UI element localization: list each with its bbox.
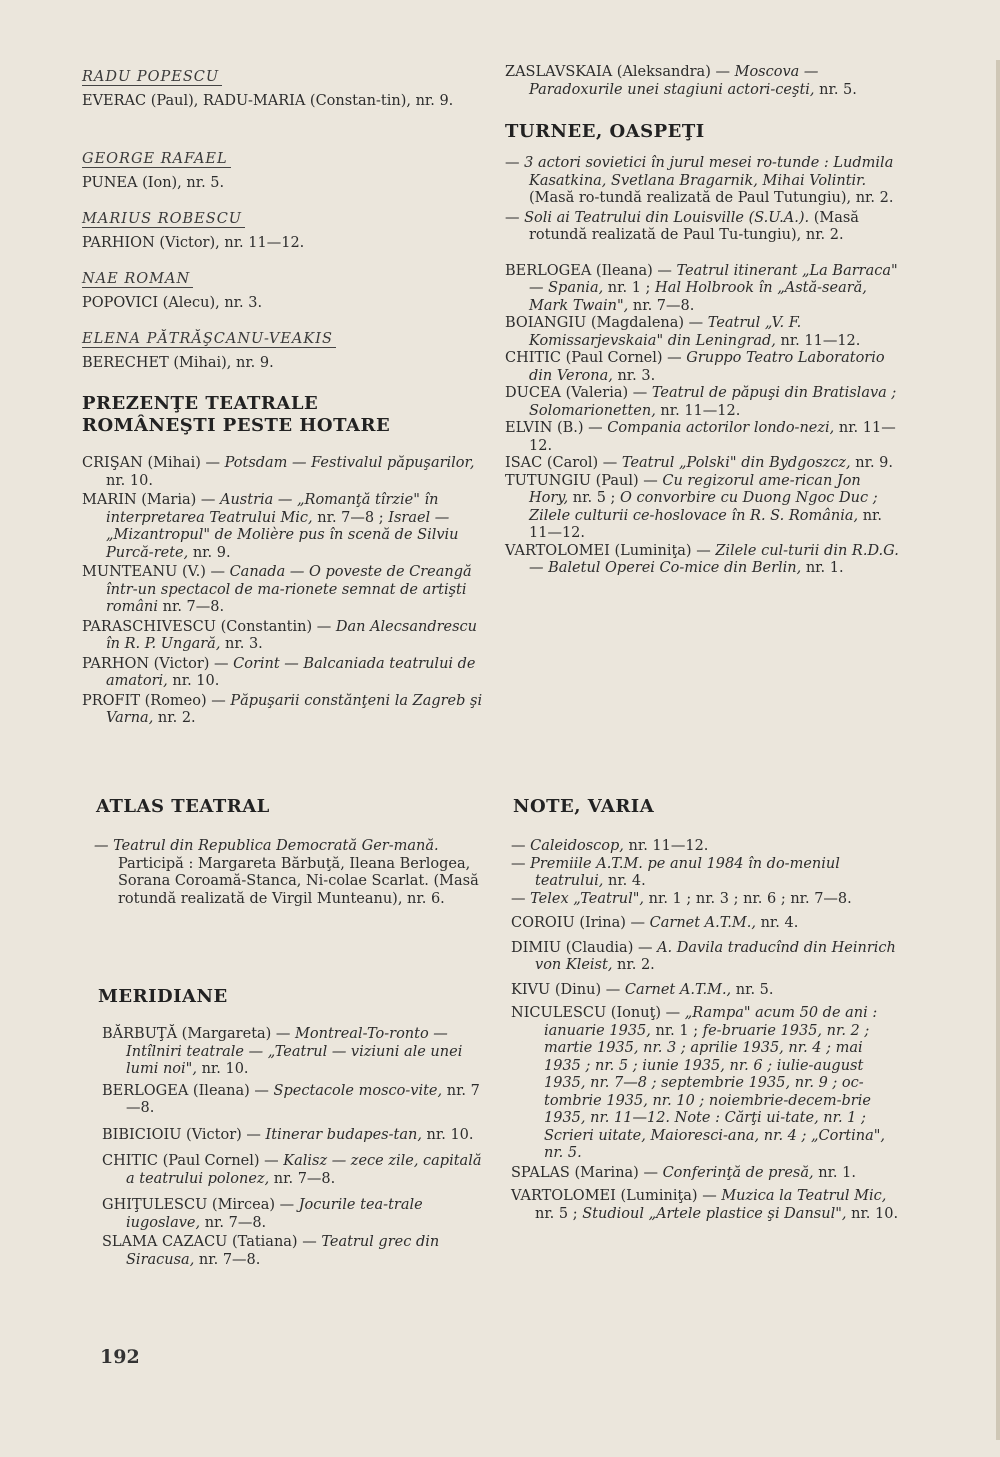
list-item: CHITIC (Paul Cornel) — Gruppo Teatro Laboratorio din Verona, nr. 3. xyxy=(505,350,885,384)
list-item: — Premiile A.T.M. pe anul 1984 în do-meniul teatrului, nr. 4. xyxy=(511,855,840,889)
author-entry: PUNEA (Ion), nr. 5. xyxy=(82,175,225,191)
list-item: BERLOGEA (Ileana) — Teatrul itinerant „La Barraca" — Spania, nr. 1 ; Hal Holbrook în „Astă-seară, Mark Twain", nr. 7—8. xyxy=(505,262,898,314)
list-item: SPALAS (Marina) — Conferinţă de presă, nr. 1. xyxy=(511,1164,856,1181)
meridiane-list xyxy=(102,1026,492,1269)
prezente-list xyxy=(82,455,492,730)
author-entry: BERECHET (Mihai), nr. 9. xyxy=(82,355,274,371)
list-item: BERLOGEA (Ileana) — Spectacole mosco-vite, nr. 7—8. xyxy=(102,1082,480,1116)
top-entry xyxy=(505,64,900,99)
list-item: KIVU (Dinu) — Carnet A.T.M., nr. 5. xyxy=(511,981,774,998)
list-item: MARIN (Maria) — Austria — „Romanţă tîrzie" în interpretarea Teatrului Mic, nr. 7—8 ; Israel — „Mizantropul" de Molière pus în scenă de Silviu Purcă-rete, nr. 9. xyxy=(82,492,459,561)
author-block-elena-patrascanu xyxy=(82,328,492,373)
note-list xyxy=(511,838,900,1223)
page-number: 192 xyxy=(100,1346,140,1368)
atlas-entry xyxy=(94,838,492,908)
section-note xyxy=(513,796,908,818)
author-entry: PARHION (Victor), nr. 11—12. xyxy=(82,235,305,251)
section-meridiane xyxy=(98,986,508,1008)
section-title: PREZENŢE TEATRALE xyxy=(82,393,319,414)
list-item: PARHON (Victor) — Corint — Balcaniada teatrului de amatori, nr. 10. xyxy=(82,655,476,689)
author-block-nae-roman xyxy=(82,268,492,313)
author-heading: NAE ROMAN xyxy=(82,271,193,288)
author-heading: MARIUS ROBESCU xyxy=(82,211,245,228)
list-item: TUTUNGIU (Paul) — Cu regizorul ame-rican Jon Hory, nr. 5 ; O convorbire cu Duong Ngoc Duc ; Zilele culturii ce-hoslovace în R. S. România, nr. 11—12. xyxy=(505,472,882,541)
list-item: ZASLAVSKAIA (Aleksandra) — Moscova — Paradoxurile unei stagiuni actori-ceşti, nr. 5. xyxy=(505,64,857,98)
section-title: NOTE, VARIA xyxy=(513,796,655,817)
author-entry: EVERAC (Paul), RADU-MARIA (Constan-tin), nr. 9. xyxy=(82,93,454,109)
list-item: PARASCHIVESCU (Constantin) — Dan Alecsandrescu în R. P. Ungară, nr. 3. xyxy=(82,618,478,652)
list-item: — Teatrul din Republica Democrată Ger-mană. Participă : Margareta Bărbuţă, Ileana Berlogea, Sorana Coroamă-Stanca, Ni-colae Scarlat. (Masă rotundă realizată de Virgil Munteanu), nr. 6. xyxy=(94,838,479,907)
section-title: MERIDIANE xyxy=(98,986,228,1007)
list-item: DUCEA (Valeria) — Teatrul de păpuşi din Bratislava ; Solomarionetten, nr. 11—12. xyxy=(505,385,897,419)
list-item: COROIU (Irina) — Carnet A.T.M., nr. 4. xyxy=(511,915,799,931)
list-item: MUNTEANU (V.) — Canada — O poveste de Creangă într-un spectacol de ma-rionete semnat de artişti români nr. 7—8. xyxy=(82,564,472,615)
author-heading: GEORGE RAFAEL xyxy=(82,151,231,168)
author-block-george-rafael xyxy=(82,148,492,193)
list-item: GHIŢULESCU (Mircea) — Jocurile tea-trale iugoslave, nr. 7—8. xyxy=(102,1197,423,1231)
turnee-list xyxy=(505,155,900,578)
author-block-marius-robescu xyxy=(82,208,492,253)
author-block-radu-popescu xyxy=(82,66,492,111)
list-item: SLAMA CAZACU (Tatiana) — Teatrul grec din Siracusa, nr. 7—8. xyxy=(102,1234,440,1268)
list-item: BOIANGIU (Magdalena) — Teatrul „V. F. Komissarjevskaia" din Leningrad, nr. 11—12. xyxy=(505,315,861,349)
list-item: CRIŞAN (Mihai) — Potsdam — Festivalul păpuşarilor, nr. 10. xyxy=(82,455,475,489)
list-item: DIMIU (Claudia) — A. Davila traducînd din Heinrich von Kleist, nr. 2. xyxy=(511,939,896,973)
list-item: — Telex „Teatrul", nr. 1 ; nr. 3 ; nr. 6 ; nr. 7—8. xyxy=(511,890,852,907)
list-item: VARTOLOMEI (Luminiţa) — Zilele cul-turii din R.D.G. — Baletul Operei Co-mice din Berlin, nr. 1. xyxy=(505,542,899,576)
list-item: PROFIT (Romeo) — Păpuşarii constănţeni la Zagreb şi Varna, nr. 2. xyxy=(82,692,483,726)
list-item: ISAC (Carol) — Teatrul „Polski" din Bydgoszcz, nr. 9. xyxy=(505,455,894,471)
section-title-line2: ROMÂNEŞTI PESTE HOTARE xyxy=(82,415,391,436)
list-item: VARTOLOMEI (Luminiţa) — Muzica la Teatrul Mic, nr. 5 ; Studioul „Artele plastice şi Dansul", nr. 10. xyxy=(511,1188,899,1222)
section-turnee xyxy=(505,121,900,143)
list-item: — Soli ai Teatrului din Louisville (S.U.A.). (Masă rotundă realizată de Paul Tu-tungiu), nr. 2. xyxy=(505,209,859,243)
list-item: CHITIC (Paul Cornel) — Kalisz — zece zile, capitală a teatrului polonez, nr. 7—8. xyxy=(102,1153,482,1187)
list-item: NICULESCU (Ionuţ) — „Rampa" acum 50 de ani : ianuarie 1935, nr. 1 ; fe-bruarie 1935, nr. 2 ; martie 1935, nr. 3 ; aprilie 1935, nr. 4 ; mai 1935 ; nr. 5 ; iunie 1935, nr. 6 ; iulie-august 1935, nr. 7—8 ; septembrie 1935, nr. 9 ; oc-tombrie 1935, nr. 10 ; noiembrie-decem-brie 1935, nr. 11—12. Note : Cărţi ui-tate, nr. 1 ; Scrieri uitate, Maioresci-ana, nr. 4 ; „Cortina", nr. 5. xyxy=(511,1005,885,1161)
section-prezente xyxy=(82,393,492,437)
section-title: ATLAS TEATRAL xyxy=(96,796,270,817)
author-entry: POPOVICI (Alecu), nr. 3. xyxy=(82,295,263,311)
section-atlas xyxy=(96,796,506,818)
author-heading: RADU POPESCU xyxy=(82,69,222,86)
list-item: — 3 actori sovietici în jurul mesei ro-tunde : Ludmila Kasatkina, Svetlana Bragarnik, Mihai Volintir. (Masă ro-tundă realizată de Paul Tutungiu), nr. 2. xyxy=(505,155,894,206)
list-item: BIBICIOIU (Victor) — Itinerar budapes-tan, nr. 10. xyxy=(102,1126,474,1143)
page-edge xyxy=(996,60,1000,1440)
author-heading: ELENA PĂTRĂŞCANU-VEAKIS xyxy=(82,331,336,348)
list-item: — Caleidoscop, nr. 11—12. xyxy=(511,838,709,854)
section-title: TURNEE, OASPEŢI xyxy=(505,121,705,142)
list-item: ELVIN (B.) — Compania actorilor londo-nezi, nr. 11—12. xyxy=(505,420,896,454)
list-item: BĂRBUŢĂ (Margareta) — Montreal-To-ronto — Intîlniri teatrale — „Teatrul — viziuni ale unei lumi noi", nr. 10. xyxy=(102,1026,463,1077)
